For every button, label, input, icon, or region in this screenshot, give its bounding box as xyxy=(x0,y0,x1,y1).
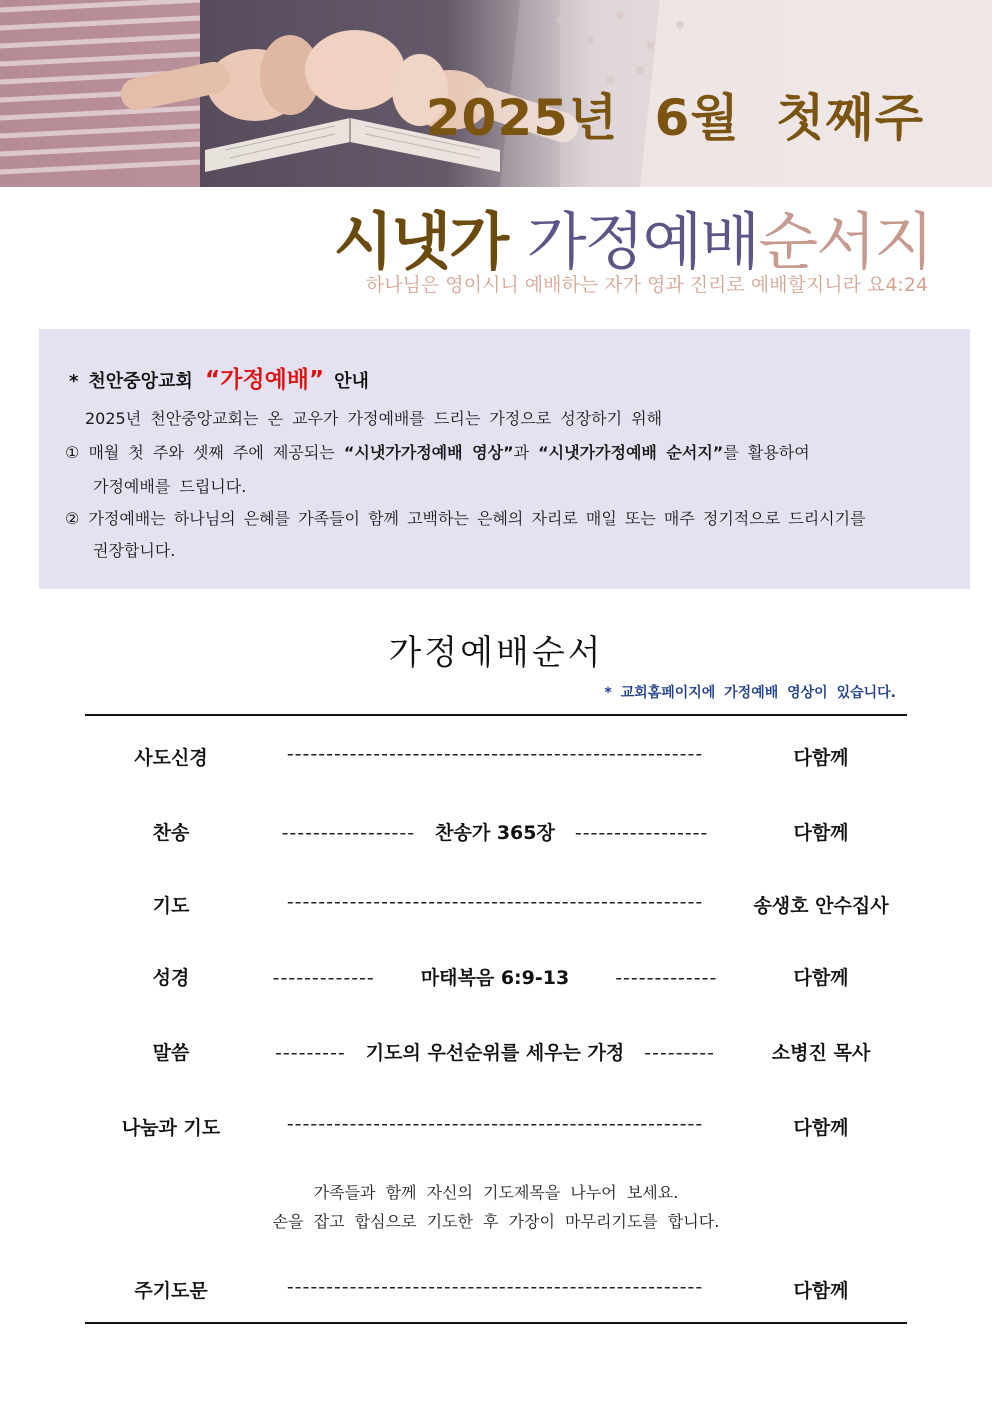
item-2-text: 가정예배는 하나님의 은혜를 가족들이 함께 고백하는 은혜의 자리로 매일 또는 매주 정기적으로 드리시기를 xyxy=(88,509,866,528)
row-dashes: ----------------------------------------------------- xyxy=(286,1113,704,1135)
row-label: 성경 xyxy=(152,967,190,989)
row-leader: 다함께 xyxy=(793,822,849,844)
notice-box xyxy=(39,329,970,589)
row-content-text: 마태복음 6:9-13 xyxy=(420,967,570,989)
row-label: 기도 xyxy=(152,895,190,917)
title-part-1: 시냇가 xyxy=(333,205,527,278)
row-label: 말씀 xyxy=(152,1042,190,1064)
top-rule xyxy=(85,714,907,716)
notice-item-1 xyxy=(65,440,810,463)
row-leader: 다함께 xyxy=(793,747,849,769)
title-part-3: 순서지 xyxy=(758,205,932,278)
sharing-instruction-2: 손을 잡고 합심으로 기도한 후 가장이 마무리기도를 합니다. xyxy=(272,1212,720,1231)
sharing-instruction-1: 가족들과 함께 자신의 기도제목을 나누어 보세요. xyxy=(313,1183,679,1202)
notice-highlight: “가정예배” xyxy=(205,367,325,393)
row-content xyxy=(260,1038,730,1065)
notice-heading xyxy=(69,361,369,394)
order-row-lords-prayer xyxy=(85,1268,907,1308)
order-row-sermon xyxy=(85,1030,907,1070)
row-dashes-left: ------------- xyxy=(272,967,375,989)
order-row-creed xyxy=(85,735,907,775)
notice-suffix: 안내 xyxy=(334,371,369,392)
row-dashes-right: ------------- xyxy=(615,967,718,989)
bottom-rule xyxy=(85,1322,907,1324)
bible-verse-subtitle: 하나님은 영이시니 예배하는 자가 영과 진리로 예배할지니라 요4:24 xyxy=(365,274,928,296)
item-1-text-a: 매월 첫 주와 셋째 주에 제공되는 xyxy=(88,443,344,462)
order-row-sharing xyxy=(85,1105,907,1145)
row-leader: 다함께 xyxy=(793,1117,849,1139)
item-1-text-c: 과 xyxy=(513,443,539,462)
row-leader: 송생호 안수집사 xyxy=(753,895,889,917)
row-content xyxy=(260,963,730,990)
notice-item-1-continued: 가정예배를 드립니다. xyxy=(93,477,247,496)
order-row-hymn xyxy=(85,810,907,850)
order-row-scripture xyxy=(85,955,907,995)
row-label: 나눔과 기도 xyxy=(121,1117,221,1139)
row-label: 찬송 xyxy=(152,822,190,844)
item-1-video-name: “시냇가가정예배 영상” xyxy=(343,443,514,462)
row-leader: 소병진 목사 xyxy=(771,1042,871,1064)
item-1-text-e: 를 활용하여 xyxy=(723,443,810,462)
row-dashes: ----------------------------------------------------- xyxy=(286,1276,704,1298)
notice-item-2-continued: 권장합니다. xyxy=(93,541,176,560)
row-content xyxy=(260,818,730,845)
notice-intro: 2025년 천안중앙교회는 온 교우가 가정예배를 드리는 가정으로 성장하기 위해 xyxy=(85,409,663,428)
star-marker: * xyxy=(69,371,79,392)
title-part-2: 가정예배 xyxy=(526,205,759,278)
notice-item-2 xyxy=(65,506,866,529)
row-content-text: 기도의 우선순위를 세우는 가정 xyxy=(365,1042,625,1064)
banner-date-title: 2025년 6월 첫째주 xyxy=(425,89,924,147)
church-name: 천안중앙교회 xyxy=(88,371,193,392)
row-dashes-right: --------- xyxy=(644,1042,715,1064)
page-title xyxy=(333,192,932,281)
row-label: 주기도문 xyxy=(134,1280,208,1302)
order-row-prayer xyxy=(85,883,907,923)
row-label: 사도신경 xyxy=(134,747,208,769)
row-leader: 다함께 xyxy=(793,967,849,989)
row-leader: 다함께 xyxy=(793,1280,849,1302)
item-2-number: ② xyxy=(65,509,80,528)
item-1-number: ① xyxy=(65,443,80,462)
row-dashes-left: --------- xyxy=(275,1042,346,1064)
row-dashes-right: ----------------- xyxy=(574,822,709,844)
row-dashes-left: ----------------- xyxy=(281,822,416,844)
row-content-text: 찬송가 365장 xyxy=(435,822,555,844)
item-1-sheet-name: “시냇가가정예배 순서지” xyxy=(538,443,724,462)
row-dashes: ----------------------------------------------------- xyxy=(286,891,704,913)
order-note: * 교회홈페이지에 가정예배 영상이 있습니다. xyxy=(604,685,896,701)
header-banner xyxy=(0,0,992,187)
order-title: 가정예배순서 xyxy=(388,633,604,673)
row-dashes: ----------------------------------------------------- xyxy=(286,743,704,765)
